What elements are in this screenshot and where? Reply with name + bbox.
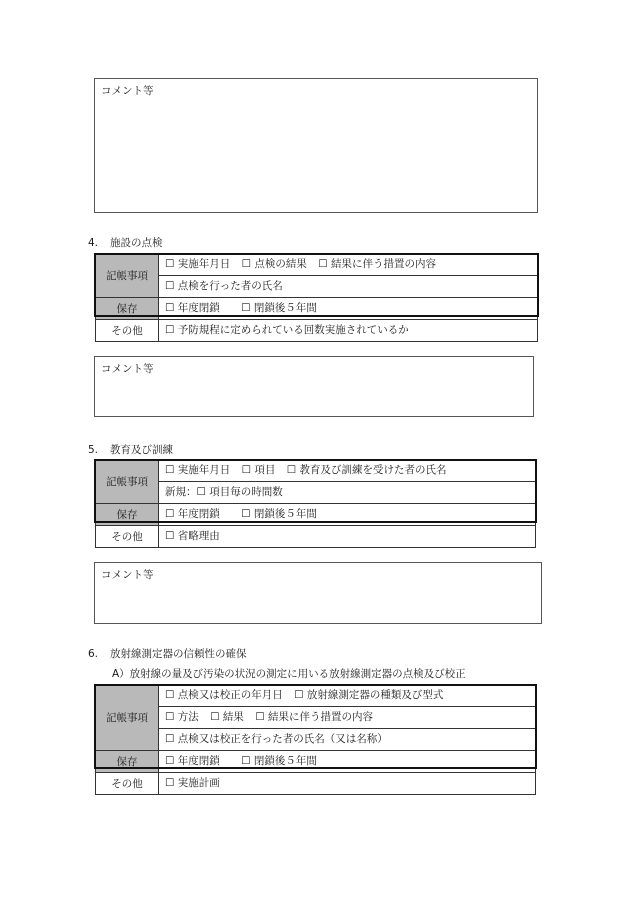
checkbox-item[interactable]: ☐ 年度閉鎖 — [165, 302, 220, 314]
checkbox-item[interactable]: ☐ 点検を行った者の氏名 — [165, 280, 283, 292]
checkbox-item[interactable]: ☐ 閉鎖後５年間 — [241, 755, 317, 767]
checkbox-item[interactable]: ☐ 点検又は校正を行った者の氏名（又は名称） — [165, 733, 388, 745]
section-5-title: 教育及び訓練 — [110, 444, 173, 456]
sonota-label: その他 — [96, 773, 159, 795]
kicho-row-1 — [159, 254, 538, 276]
checkbox-item[interactable]: ☐ 結果に伴う措置の内容 — [255, 711, 373, 723]
section-4-heading — [88, 235, 163, 250]
kicho-label: 記帳事項 — [96, 460, 159, 504]
section-5-number: 5. — [88, 444, 99, 456]
comment-label: コメント等 — [101, 85, 154, 97]
checkbox-item[interactable]: ☐ 閉鎖後５年間 — [241, 508, 317, 520]
kicho-row-2 — [159, 482, 536, 504]
section-5-heading — [88, 442, 173, 457]
checkbox-item[interactable]: ☐ 省略理由 — [165, 530, 220, 542]
checkbox-item[interactable]: ☐ 点検の結果 — [241, 258, 307, 270]
comment-label: コメント等 — [101, 569, 154, 581]
comment-box-top[interactable] — [94, 78, 538, 213]
checkbox-item[interactable]: ☐ 点検又は校正の年月日 — [165, 689, 283, 701]
sonota-row — [159, 773, 536, 795]
section-6-subtitle: A）放射線の量及び汚染の状況の測定に用いる放射線測定器の点検及び校正 — [112, 668, 466, 680]
comment-label: コメント等 — [101, 363, 154, 375]
checkbox-item[interactable]: ☐ 年度閉鎖 — [165, 755, 220, 767]
section-4-number: 4. — [88, 237, 99, 249]
hozon-row — [159, 298, 538, 320]
section-4-title: 施設の点検 — [110, 237, 163, 249]
checkbox-item[interactable]: ☐ 放射線測定器の種類及び型式 — [294, 689, 444, 701]
section-6-title: 放射線測定器の信頼性の確保 — [110, 648, 247, 660]
checkbox-item[interactable]: ☐ 教育及び訓練を受けた者の氏名 — [286, 464, 447, 476]
sonota-label: その他 — [96, 320, 159, 342]
sonota-row — [159, 320, 538, 342]
checkbox-item[interactable]: ☐ 年度閉鎖 — [165, 508, 220, 520]
hozon-row — [159, 504, 536, 526]
section-5-table — [95, 459, 536, 548]
sonota-row — [159, 526, 536, 548]
checkbox-item[interactable]: 新規：☐ 項目毎の時間数 — [165, 486, 283, 498]
kicho-row-2 — [159, 276, 538, 298]
hozon-label: 保存 — [96, 504, 159, 526]
kicho-row-1 — [159, 460, 536, 482]
checkbox-item[interactable]: ☐ 結果 — [210, 711, 244, 723]
checkbox-item[interactable]: ☐ 実施年月日 — [165, 258, 231, 270]
sonota-label: その他 — [96, 526, 159, 548]
kicho-label: 記帳事項 — [96, 254, 159, 298]
comment-box-section-4[interactable] — [94, 356, 534, 417]
checkbox-item[interactable]: ☐ 結果に伴う措置の内容 — [318, 258, 436, 270]
checkbox-item[interactable]: ☐ 実施年月日 — [165, 464, 231, 476]
hozon-row — [159, 751, 536, 773]
hozon-label: 保存 — [96, 751, 159, 773]
checkbox-item[interactable]: ☐ 方法 — [165, 711, 199, 723]
checkbox-item[interactable]: ☐ 閉鎖後５年間 — [241, 302, 317, 314]
kicho-row-1 — [159, 685, 536, 707]
checkbox-item[interactable]: ☐ 項目 — [241, 464, 276, 476]
kicho-label: 記帳事項 — [96, 685, 159, 751]
checkbox-item[interactable]: ☐ 実施計画 — [165, 777, 220, 789]
section-6-number: 6. — [88, 648, 99, 660]
hozon-label: 保存 — [96, 298, 159, 320]
kicho-row-2 — [159, 707, 536, 729]
kicho-row-3 — [159, 729, 536, 751]
comment-box-section-5[interactable] — [94, 562, 542, 624]
checkbox-item[interactable]: ☐ 予防規程に定められている回数実施されているか — [165, 324, 409, 336]
section-6-heading — [88, 646, 247, 661]
section-6-table — [95, 684, 536, 795]
section-4-table — [95, 253, 538, 342]
